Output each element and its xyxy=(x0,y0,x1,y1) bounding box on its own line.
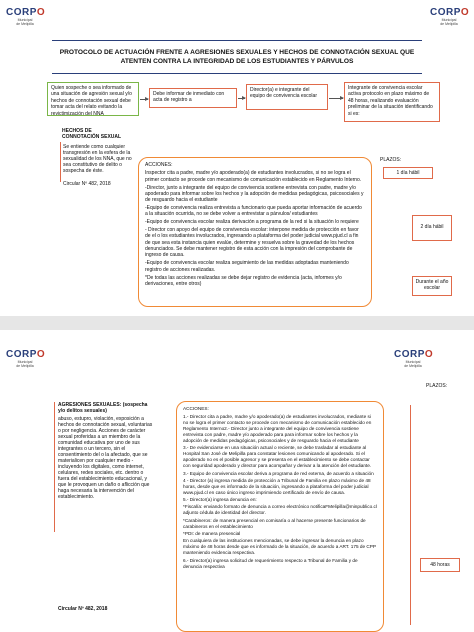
action-item: En cualquiera de las instituciones mencionadas, se debe ingresar la denuncia en plazo máximo de 48 horas desde que es informado de la situación, de acuerdo a ART. 175 de CPP manteniendo evidencia respectiva. xyxy=(183,538,376,556)
circular-reference: Circular Nº 482, 2018 xyxy=(58,606,108,612)
section-divider xyxy=(54,402,55,532)
actions-list xyxy=(145,170,365,273)
plazo-school-year: Durante el año escolar xyxy=(412,276,452,296)
action-item: 3.- De evidenciarse en una situación actual o reciente, se debe trasladar al estudiante al Hospital San José de Melipilla para constatar lesiones comunicando al apoderado. Si el apoderado no es el posible agresor y se presenta en el establecimiento se debe contactar con seguridad apoderado y director para acompañar y derivar a la atención del estudiante. xyxy=(183,445,372,469)
actions-title: ACCIONES: xyxy=(183,406,209,411)
actions-panel xyxy=(176,401,384,632)
action-item: 3.- Equipo de convivencia escolar deriva a programa de red externa, de acuerdo a situación xyxy=(183,470,374,476)
flow-arrow xyxy=(238,98,245,99)
actions-footnote: *De todas las acciones realizadas se debe dejar registro de evidencia (acta, informes y/o derivaciones, entre otros) xyxy=(145,274,342,288)
action-item: *PDI: de manera presencial xyxy=(183,531,241,537)
plazo-48-hours: 48 horas xyxy=(420,558,460,572)
section-text: Se entiende como cualquier transgresión en la esfera de la sexualidad de los NNA, que no sea constitutivo de delito o sospecha de éste. xyxy=(63,144,132,174)
protocol-title: PROTOCOLO DE ACTUACIÓN FRENTE A AGRESIONES SEXUALES Y HECHOS DE CONNOTACIÓN SEXUAL QUE ATENTEN CONTRA LA INTEGRIDAD DE LOS ESTUDIANTES Y PÁRVULOS xyxy=(52,40,422,74)
action-item: - Director con apoyo del equipo de convivencia escolar: interpone medida de protección en favor de el o los estudiantes involucrados, ingresando a plataforma del poder judicial www.pjud.cl a fin de que sea esta instancia quien evalúe, determine y resuelva sobre la gravedad de los hechos denunciados. Se debe mantener registro de esta acción con la impresión del comprobante de ingreso de causa. xyxy=(145,226,359,259)
action-item: 1.- Director cita a padre, madre y/o apoderado(a) de estudiantes involucrados, mediante si no se logra el primer contacto se procede con mecanismo de comunicación establecido en Reglamento Interno2.- Director junto a integrante del equipo de convivencia sostiene entrevista con padre, madre y/o apoderado para para informar sobre los hechos y la adopción de medidas pedagógicas, psicosociales y de resguardo hacia el estudiante xyxy=(183,414,372,443)
section-label: HECHOS DE CONNOTACIÓN SEXUAL xyxy=(62,128,122,140)
action-item: -Equipo de convivencia realiza entrevista a funcionario que pueda aportar información de acuerdo a la situación ocurrida, no se debe volver a entrevistar a párvulos/ estudiantes xyxy=(145,205,362,218)
action-item: -Equipo de convivencia escolar realiza derivación a programa de la red si la situación lo requiere xyxy=(145,219,359,226)
action-item: 5.- Director(a) ingresa denuncia en: xyxy=(183,497,257,503)
plazos-label: PLAZOS: xyxy=(426,383,448,389)
section-divider xyxy=(60,142,61,182)
flow-step-director: Director(a) e integrante del equipo de convivencia escolar xyxy=(246,84,328,110)
flow-step-inform: Debe informar de inmediato con acta de registro a xyxy=(149,88,237,108)
action-item: 6.- Director(a) ingresa solicitud de requerimiento respecto a Tribunal de Familia y de denuncia respectiva xyxy=(183,557,358,569)
corporation-logo: CORPO Municipal de Melipilla xyxy=(394,349,434,368)
flow-arrow xyxy=(140,99,148,100)
plazo-2-days: 2 día hábil xyxy=(412,215,452,241)
plazos-label: PLAZOS: xyxy=(380,157,402,163)
section-label: AGRESIONES SEXUALES: (sospecha y/o delitos sexuales) xyxy=(58,402,148,414)
corporation-logo: CORPO Municipal de Melipilla xyxy=(6,349,46,368)
action-item: Inspector cita a padre, madre y/o apoderado(a) de estudiantes involucrados, si no se logra el primer contacto se procede con mecanismo de comunicación establecido en Reglamento Interno. xyxy=(145,170,362,183)
circular-reference: Circular Nº 482, 2018 xyxy=(63,181,111,187)
corporation-logo: CORPO Municipal de Melipilla xyxy=(430,7,470,26)
action-item: 4 - Director (a) ingresa medida de protección a Tribunal de Familia en plazo máximo de 48 horas, desde que es informado de la situación, ingresando a plataforma del poder judicial www.pjud.cl en caso único ingreso imprimiendo certificado de envío de causa. xyxy=(183,477,371,495)
action-item: *Carabineros: de manera presencial en comisaría o al hacerse presente funcionarios de carabineros en el establecimiento xyxy=(183,517,366,529)
flow-arrow xyxy=(329,98,343,99)
action-item: -Equipo de convivencia escolar realiza seguimiento de las medidas adoptadas manteniendo registro de acciones realizadas. xyxy=(145,260,349,273)
plazo-1-day: 1 día hábil xyxy=(383,167,433,179)
flow-step-report: Quien sospeche o sea informado de una situación de agresión sexual y/o hechos de connotación sexual debe tomar acta del relato evitando la revictimización del NNA xyxy=(47,82,139,116)
plazo-bracket xyxy=(410,405,411,625)
actions-list xyxy=(183,414,377,570)
actions-title: ACCIONES: xyxy=(145,162,173,168)
action-item: -Director, junto a integrante del equipo de convivencia sostiene entrevista con padre, madre y/o apoderado para informar sobre los hechos y la adopción de medidas pedagógicas, psicosociales y de resguardo hacia el estudiante xyxy=(145,184,364,204)
section-text: abuso, estupro, violación, exposición a hechos de connotación sexual, voluntarias o por negligencia. Acciones de carácter sexual proferidas a un miembro de la comunidad educativa por uno de sus integrantes o un tercero, sin el consentimiento del o la afectado, que se materialicen por cualquier medio -incluyendo los digitales, como internet, celulares, redes sociales, etc. dentro o fuera del establecimiento educacional, y que le provoquen un daño o aflicción que haga necesaria la intervención del establecimiento. xyxy=(58,416,153,500)
action-item: *Fiscalía: enviando formato de denuncia a correo electrónico notificaFMelipilla@minpublico.cl adjunto cédula de identidad del director. xyxy=(183,504,377,516)
protocol-page-2 xyxy=(0,330,474,632)
page-separator xyxy=(0,316,474,330)
flow-step-activate: Integrante de convivencia escolar activa protocolo en plazo máximo de 48 horas, realizando evaluación preliminar de la situación identificando si es: xyxy=(344,82,440,122)
actions-panel xyxy=(138,157,372,307)
corporation-logo: CORPO Municipal de Melipilla xyxy=(6,7,46,26)
